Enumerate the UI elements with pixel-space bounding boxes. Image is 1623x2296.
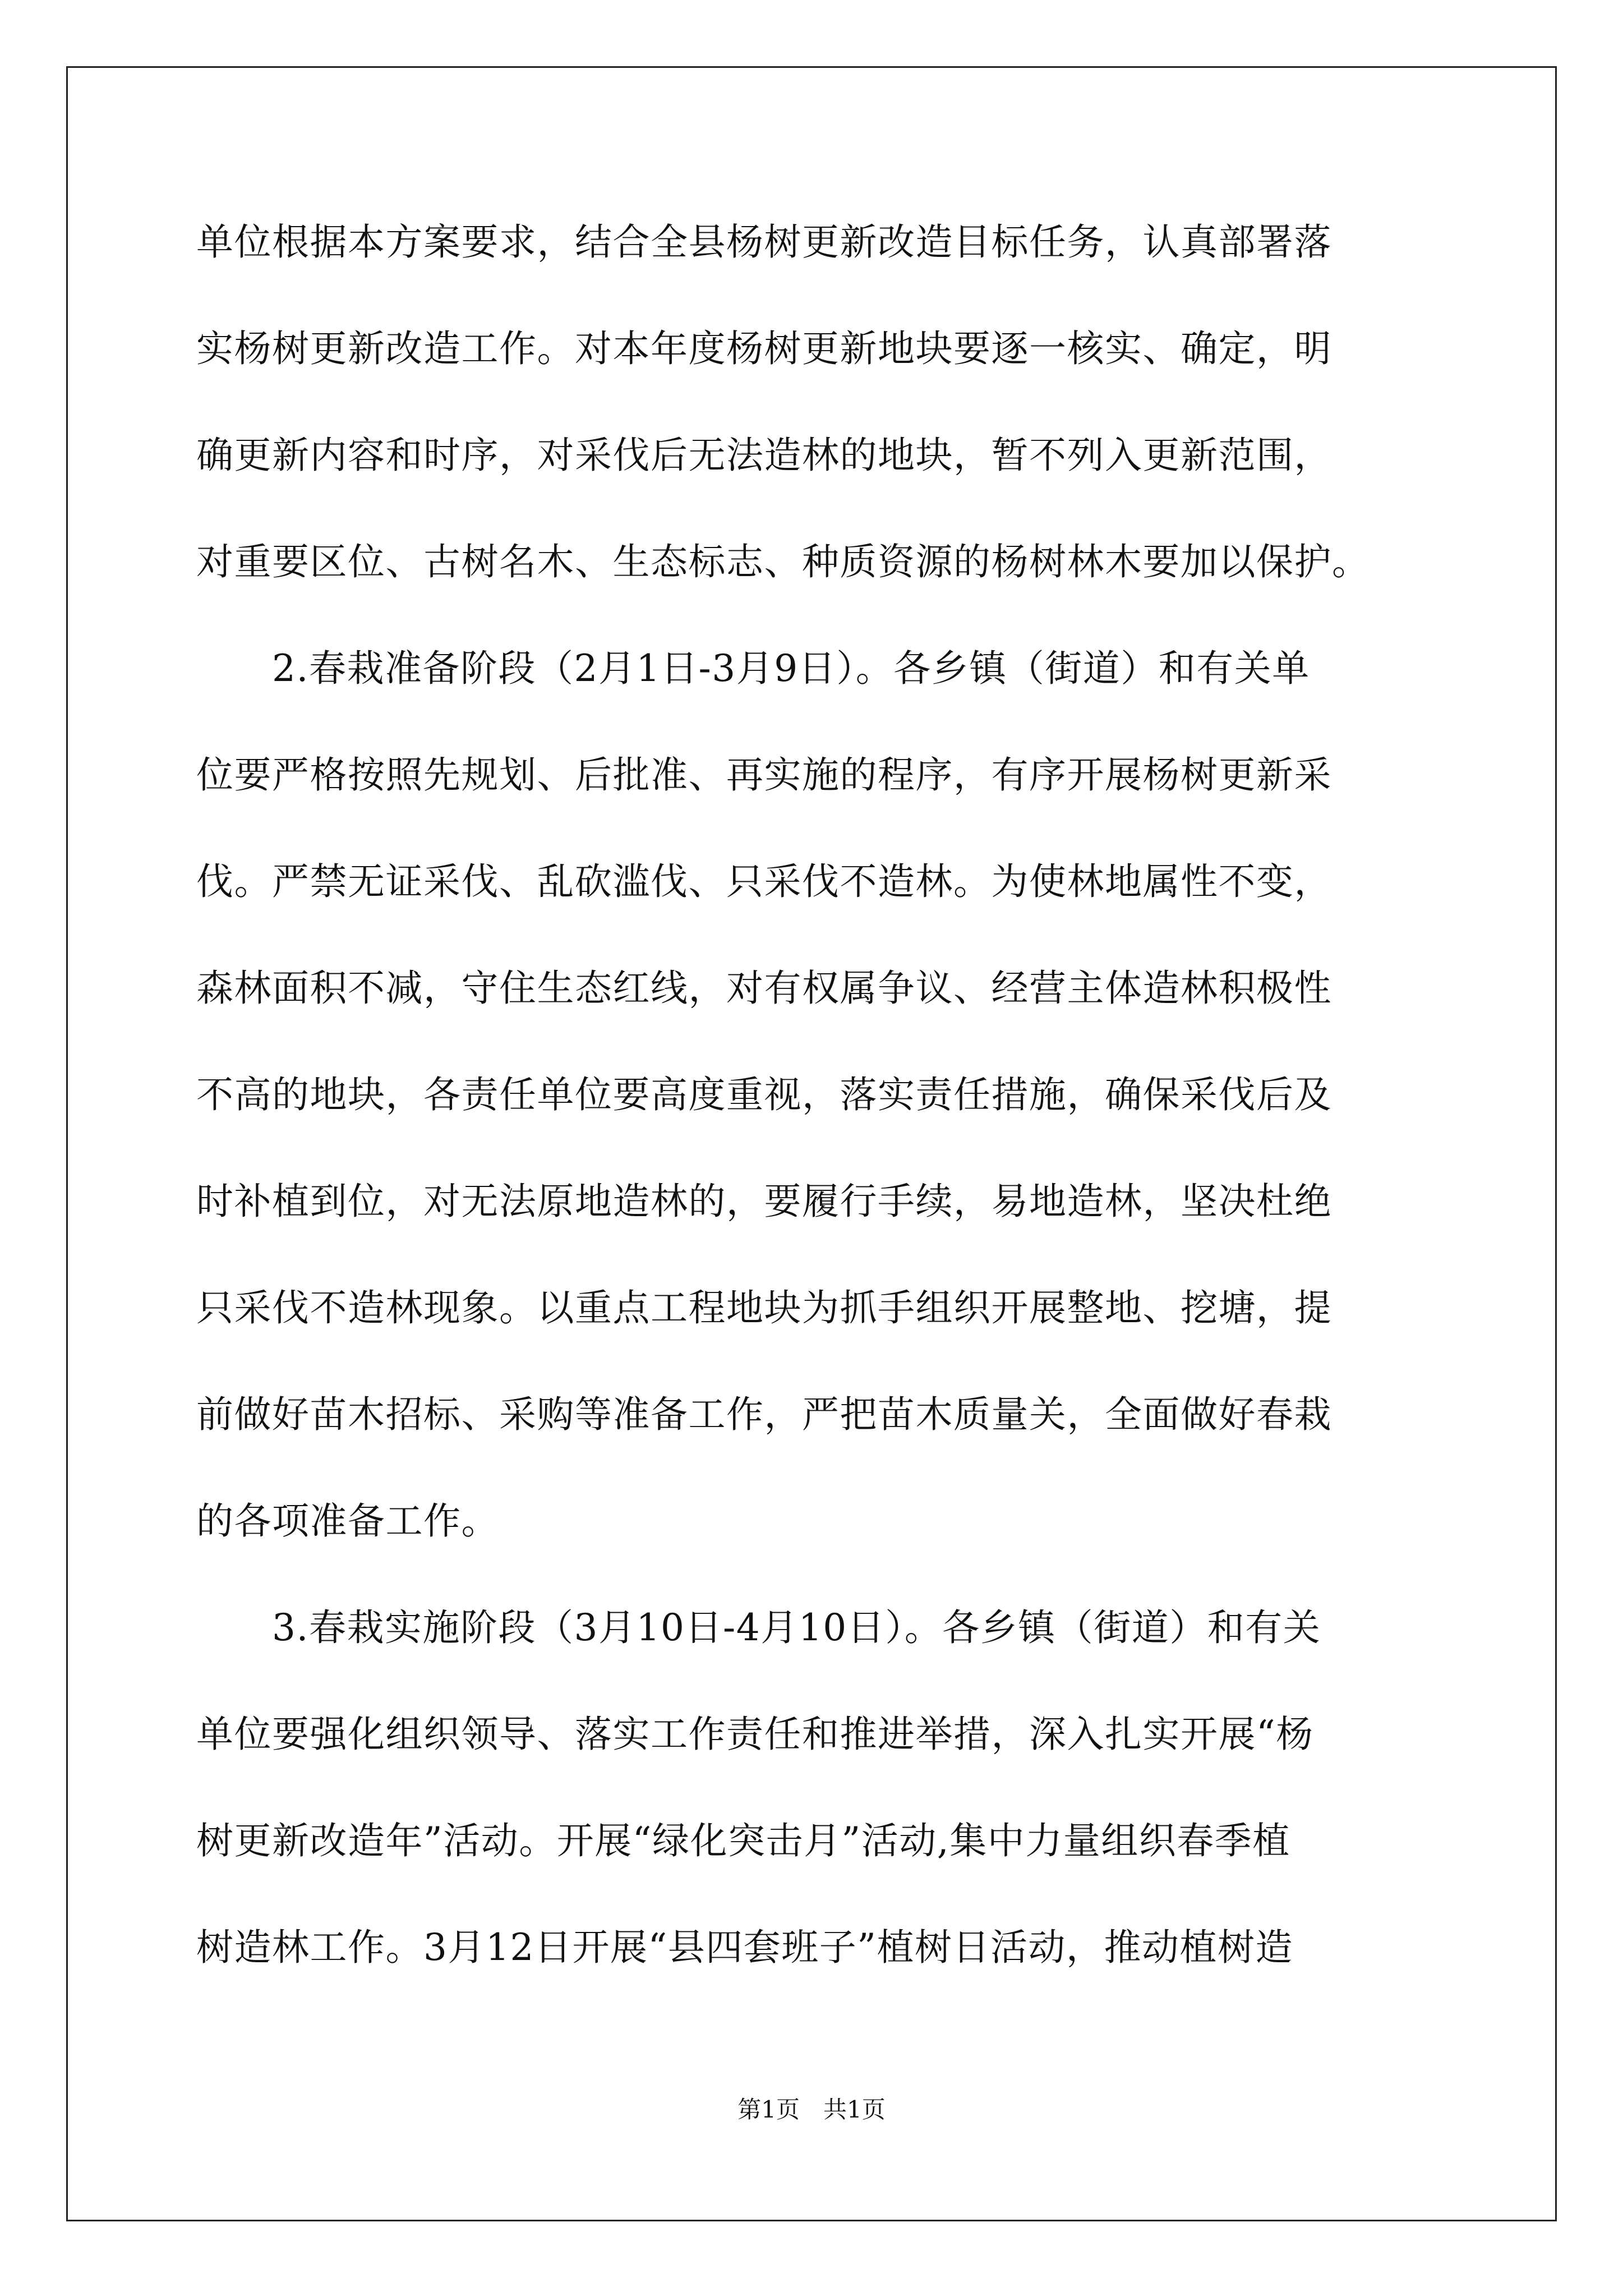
text-line: 位要严格按照先规划、后批准、再实施的程序，有序开展杨树更新采	[196, 753, 1332, 797]
text-line: 前做好苗木招标、采购等准备工作，严把苗木质量关，全面做好春栽	[196, 1393, 1332, 1436]
paragraph-heading: 2.春栽准备阶段（2月1日-3月9日）。各乡镇（街道）和有关单	[272, 647, 1310, 690]
text-line: 对重要区位、古树名木、生态标志、种质资源的杨树林木要加以保护。	[196, 540, 1370, 583]
text-line: 确更新内容和时序，对采伐后无法造林的地块，暂不列入更新范围，	[196, 434, 1332, 477]
page-border	[66, 66, 1557, 2221]
text-line: 树更新改造年”活动。开展“绿化突击月”活动,集中力量组织春季植	[196, 1819, 1290, 1862]
text-line: 树造林工作。3月12日开展“县四套班子”植树日活动，推动植树造	[196, 1926, 1293, 1969]
page-footer: 第1页 共1页	[737, 2096, 886, 2123]
text-line: 单位要强化组织领导、落实工作责任和推进举措，深入扎实开展“杨	[196, 1713, 1314, 1756]
paragraph-heading: 3.春栽实施阶段（3月10日-4月10日）。各乡镇（街道）和有关	[272, 1606, 1321, 1649]
text-line: 只采伐不造林现象。以重点工程地块为抓手组织开展整地、挖塘，提	[196, 1286, 1332, 1329]
text-line: 伐。严禁无证采伐、乱砍滥伐、只采伐不造林。为使林地属性不变，	[196, 860, 1332, 903]
text-line: 的各项准备工作。	[196, 1499, 499, 1543]
text-line: 不高的地块，各责任单位要高度重视，落实责任措施，确保采伐后及	[196, 1073, 1332, 1116]
text-line: 森林面积不减，守住生态红线，对有权属争议、经营主体造林积极性	[196, 967, 1332, 1010]
text-line: 单位根据本方案要求，结合全县杨树更新改造目标任务，认真部署落	[196, 220, 1332, 264]
text-line: 时补植到位，对无法原地造林的，要履行手续，易地造林，坚决杜绝	[196, 1180, 1332, 1223]
text-line: 实杨树更新改造工作。对本年度杨树更新地块要逐一核实、确定，明	[196, 327, 1332, 370]
